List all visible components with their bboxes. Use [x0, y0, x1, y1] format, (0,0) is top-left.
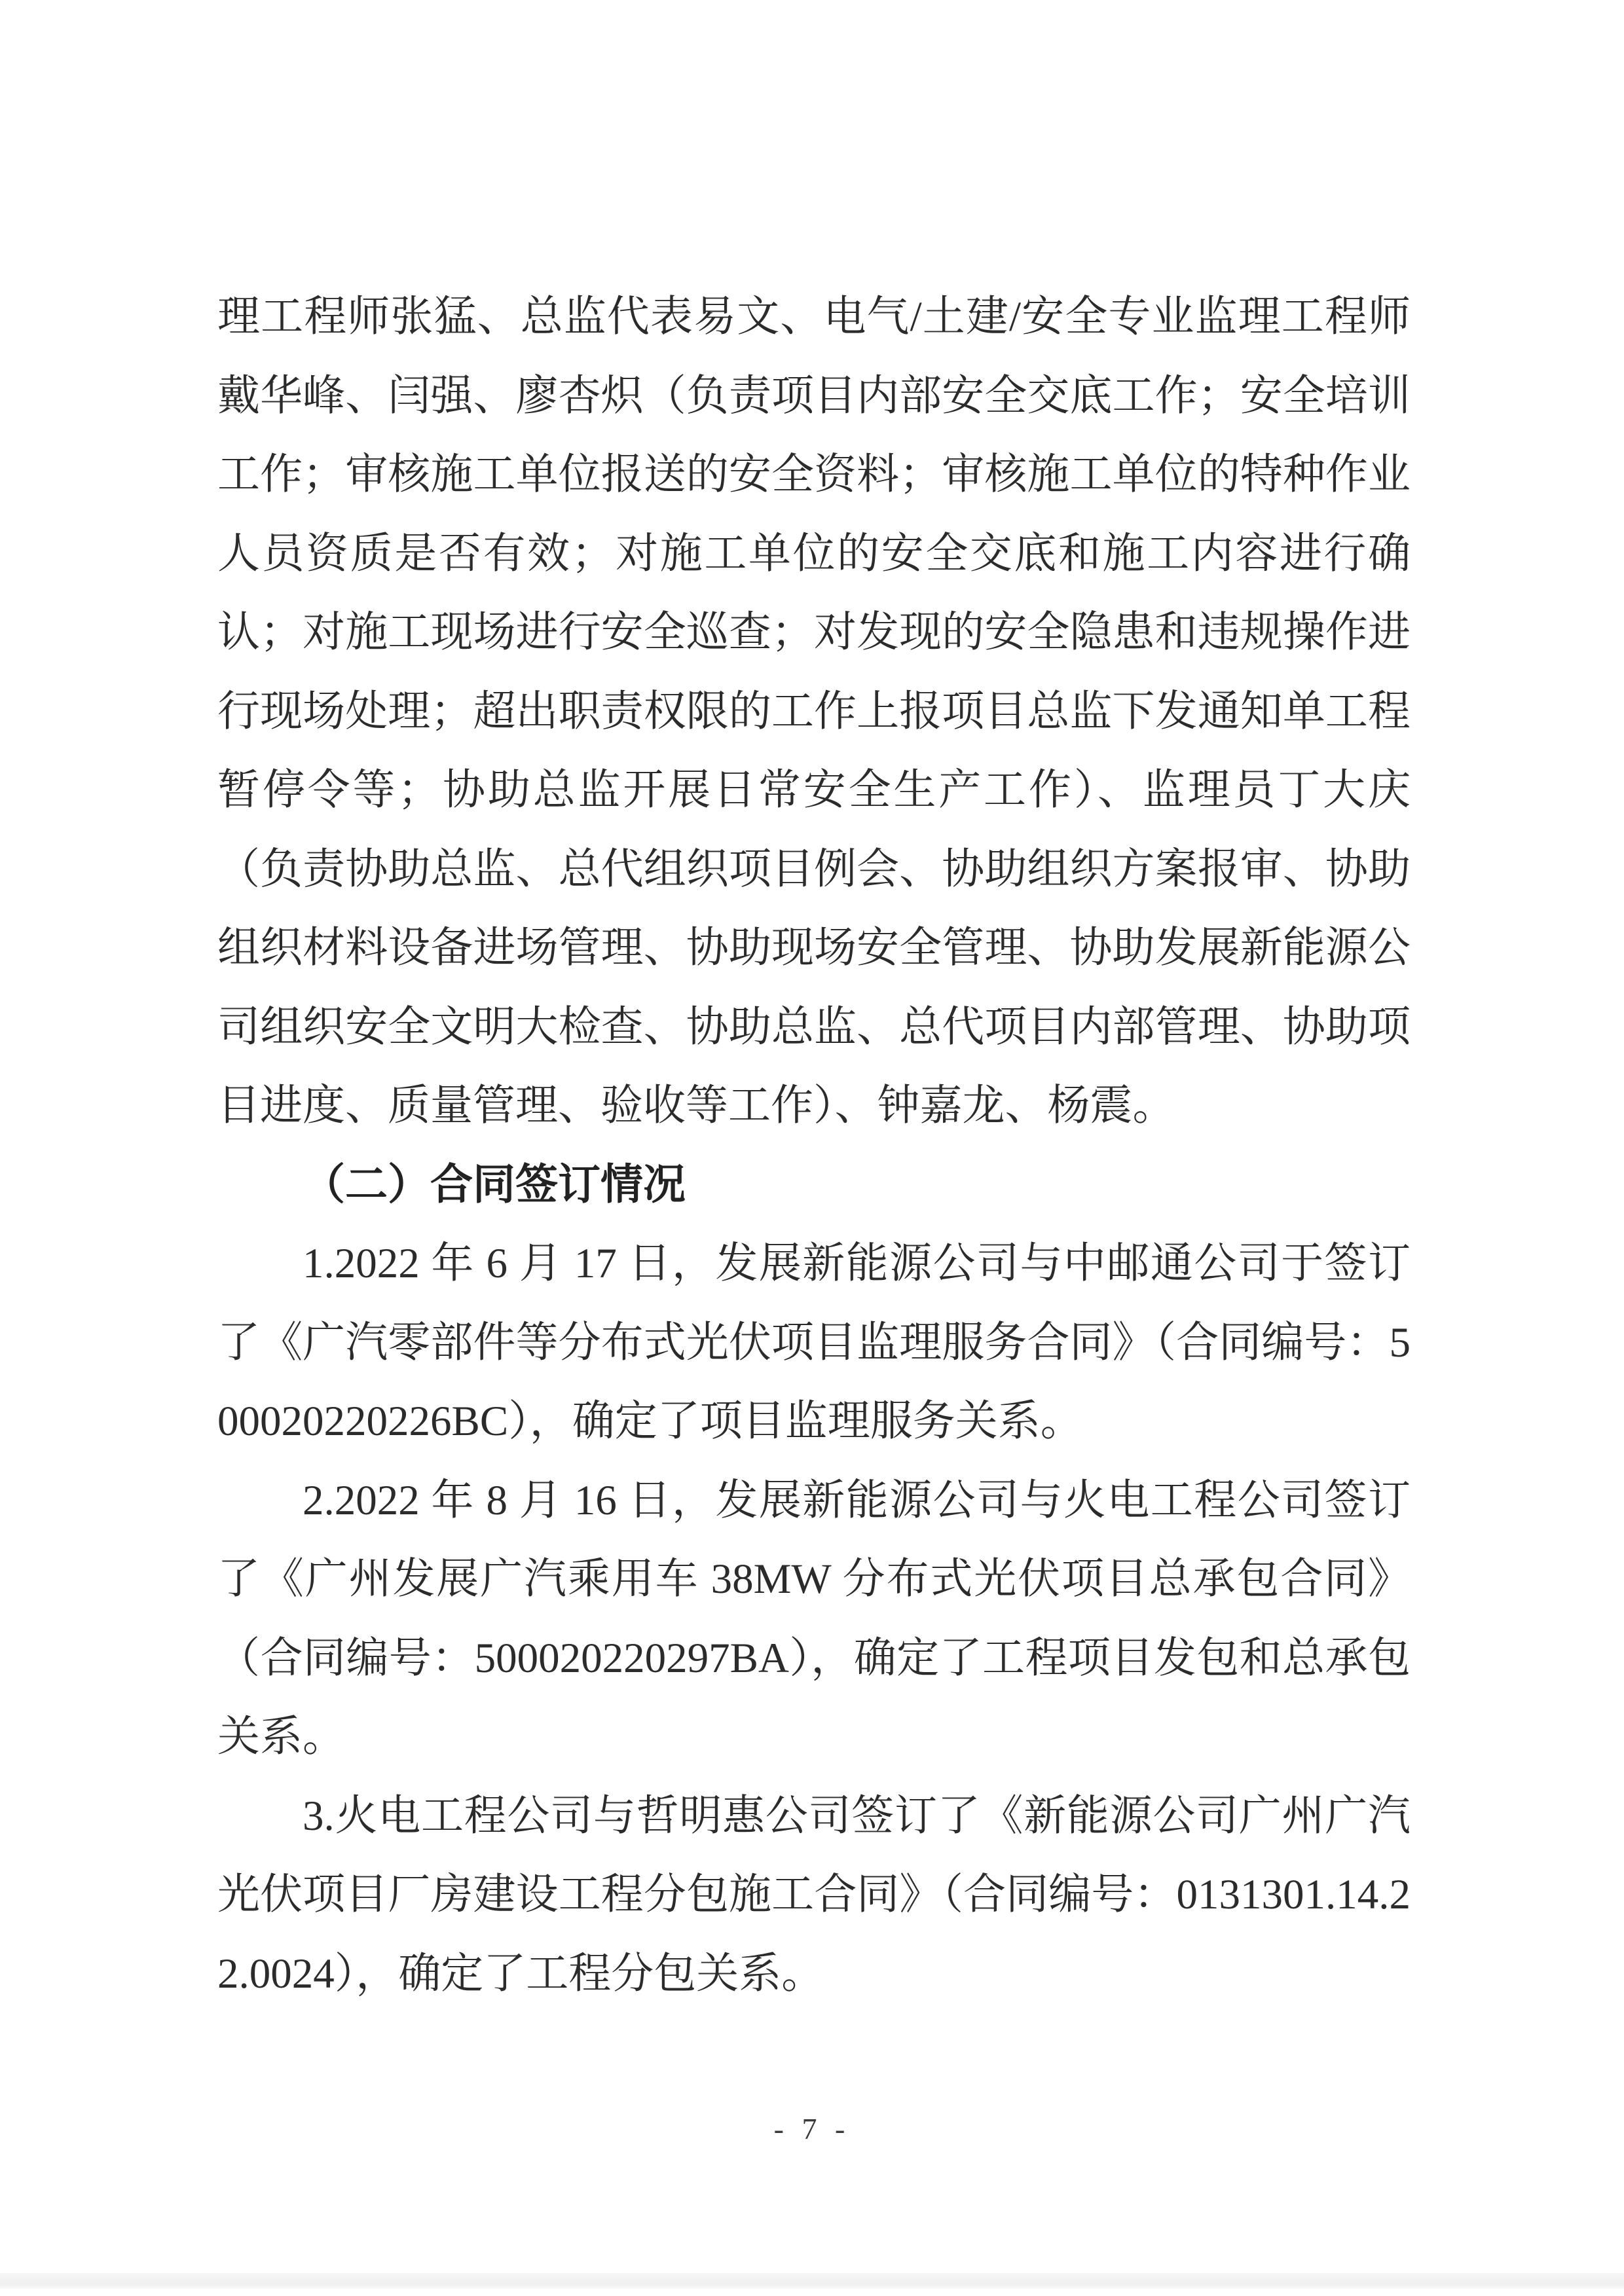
- page-number: - 7 -: [773, 2112, 851, 2145]
- paragraph-contract-1-supervision-service: 1.2022 年 6 月 17 日，发展新能源公司与中邮通公司于签订了《广汽零部件等分布式光伏项目监理服务合同》（合同编号：500020220226BC），确定了项目监理服务关系。: [217, 1240, 1411, 1445]
- section-heading-contract-signing: （二）合同签订情况: [303, 1161, 686, 1209]
- paragraph-contract-3-subcontract: 3.火电工程公司与哲明惠公司签订了《新能源公司广州广汽光伏项目厂房建设工程分包施工合同》（合同编号：0131301.14.22.0024），确定了工程分包关系。: [217, 1792, 1411, 1997]
- paragraph-contract-2-epc-general: 2.2022 年 8 月 16 日，发展新能源公司与火电工程公司签订了《广州发展广汽乘用车 38MW 分布式光伏项目总承包合同》（合同编号：500020220297BA），确定了工程项目发包和总承包关系。: [217, 1476, 1411, 1760]
- scan-artifact-strip: [0, 2273, 1624, 2289]
- document-body: [217, 278, 1411, 2013]
- paragraph-supervision-staff-duties: 理工程师张猛、总监代表易文、电气/土建/安全专业监理工程师戴华峰、闫强、廖杏炽（负责项目内部安全交底工作；安全培训工作；审核施工单位报送的安全资料；审核施工单位的特种作业人员资质是否有效；对施工单位的安全交底和施工内容进行确认；对施工现场进行安全巡查；对发现的安全隐患和违规操作进行现场处理；超出职责权限的工作上报项目总监下发通知单工程暂停令等；协助总监开展日常安全生产工作）、监理员丁大庆（负责协助总监、总代组织项目例会、协助组织方案报审、协助组织材料设备进场管理、协助现场安全管理、协助发展新能源公司组织安全文明大检查、协助总监、总代项目内部管理、协助项目进度、质量管理、验收等工作）、钟嘉龙、杨震。: [217, 293, 1411, 1129]
